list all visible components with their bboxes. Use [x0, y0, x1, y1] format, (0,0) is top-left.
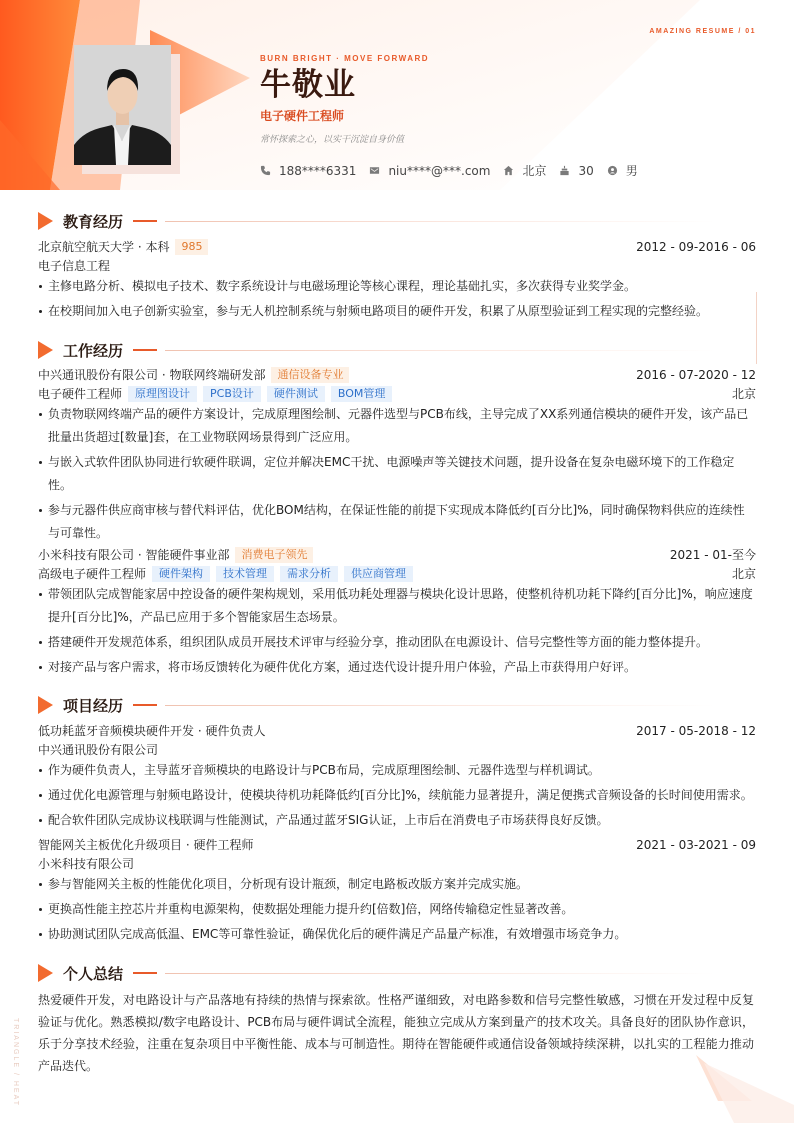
section-dash — [133, 704, 157, 706]
city: 北京 — [522, 164, 547, 178]
section-dash — [133, 220, 157, 222]
contact-bar — [260, 162, 651, 179]
section-line — [165, 973, 715, 974]
gender: 男 — [625, 164, 638, 178]
list-item: 搭建硬件开发规范体系，组织团队成员开展技术评审与经验分享，推动团队在电源设计、信号完整性等方面的能力整体提升。 — [38, 631, 756, 654]
work-entry — [38, 365, 756, 547]
section-summary-header — [38, 963, 756, 983]
contact-gender — [607, 162, 638, 179]
list-item: 与嵌入式软件团队协同进行软硬件联调，定位并解决EMC干扰、电源噪声等关键技术问题，提升设备在复杂电磁环境下的工作稳定性。 — [38, 451, 756, 497]
mail-icon — [369, 165, 380, 176]
contact-email — [369, 164, 490, 178]
list-item: 通过优化电源管理与射频电路设计，使模块待机功耗降低约[百分比]%，续航能力显著提升，满足便携式音频设备的长时间使用需求。 — [38, 784, 756, 807]
person-name: 牛敬业 — [260, 67, 356, 103]
home-icon — [503, 165, 514, 176]
job-title: 电子硬件工程师 — [260, 109, 345, 123]
list-item: 主修电路分析、模拟电子技术、数字系统设计与电磁场理论等核心课程，理论基础扎实，多次获得专业奖学金。 — [38, 275, 756, 298]
motto: 常怀探索之心，以实干沉淀自身价值 — [260, 135, 405, 145]
work-bullets — [38, 583, 756, 679]
section-title: 工作经历 — [63, 341, 124, 360]
work-bullets — [38, 403, 756, 545]
section-work-header — [38, 340, 756, 360]
list-item: 对接产品与客户需求，将市场反馈转化为硬件优化方案，通过迭代设计提升用户体验，产品上市获得用户好评。 — [38, 656, 756, 679]
list-item: 负责物联网终端产品的硬件方案设计，完成原理图绘制、元器件选型与PCB布线，主导完成了XX系列通信模块的硬件开发，该产品已批量出货超过[数量]套，在工业物联网场景得到广泛应用。 — [38, 403, 756, 449]
triangle-icon — [38, 341, 53, 359]
age: 30 — [578, 163, 594, 178]
project-name: 智能网关主板优化升级项目 · 硬件工程师 — [38, 838, 254, 852]
skill-tag: 技术管理 — [216, 566, 274, 582]
list-item: 在校期间加入电子创新实验室，参与无人机控制系统与射频电路项目的硬件开发，积累了从原型验证到工程实现的完整经验。 — [38, 300, 756, 323]
triangle-icon — [38, 696, 53, 714]
section-title: 个人总结 — [63, 964, 124, 983]
contact-age — [559, 164, 593, 178]
section-title: 项目经历 — [63, 696, 124, 715]
section-line — [165, 705, 715, 706]
company-name: 小米科技有限公司 · 智能硬件事业部 — [38, 548, 230, 562]
cake-icon — [559, 165, 570, 176]
contact-phone — [260, 164, 356, 178]
section-line — [165, 221, 715, 222]
list-item: 作为硬件负责人，主导蓝牙音频模块的电路设计与PCB布局，完成原理图绘制、元器件选型与样机调试。 — [38, 759, 756, 782]
avatar-photo — [74, 45, 171, 165]
triangle-icon — [38, 964, 53, 982]
resume-tag: AMAZING RESUME / 01 — [649, 28, 756, 35]
work-date: 2021 - 01-至今 — [669, 548, 756, 562]
education-entry — [38, 237, 756, 325]
work-entry — [38, 545, 756, 681]
summary-text: 热爱硬件开发，对电路设计与产品落地有持续的热情与探索欲。性格严谨细致，对电路参数和信号完整性敏感，习惯在开发过程中反复验证与优化。熟悉模拟/数字电路设计、PCB布局与硬件调试全流程，能独立完成从方案到量产的技术攻关。具备良好的团队协作意识，乐于分享技术经验，注重在复杂项目中平衡性能、成本与可制造性。期待在智能硬件或通信设备领域持续深耕，以扎实的工程能力推动产品迭代。 — [38, 993, 754, 1073]
side-watermark-text: TRIANGLE / HEAT — [12, 1018, 19, 1107]
list-item: 带领团队完成智能家居中控设备的硬件架构规划，采用低功耗处理器与模块化设计思路，使整机待机功耗下降约[百分比]%，响应速度提升[百分比]%，产品已应用于多个智能家居生态场景。 — [38, 583, 756, 629]
divider — [756, 292, 757, 364]
section-dash — [133, 972, 157, 974]
company-name: 中兴通讯股份有限公司 · 物联网终端研发部 — [38, 368, 266, 382]
skill-tag: BOM管理 — [331, 386, 393, 402]
list-item: 配合软件团队完成协议栈联调与性能测试，产品通过蓝牙SIG认证，上市后在消费电子市场获得良好反馈。 — [38, 809, 756, 832]
section-title: 教育经历 — [63, 212, 124, 231]
project-date: 2021 - 03-2021 - 09 — [636, 837, 756, 852]
school-name: 北京航空航天大学 · 本科 — [38, 240, 170, 254]
company-badge: 消费电子领先 — [235, 547, 313, 563]
tagline: BURN BRIGHT · MOVE FORWARD — [260, 54, 430, 63]
header-info — [260, 54, 429, 145]
section-dash — [133, 349, 157, 351]
work-date: 2016 - 07-2020 - 12 — [636, 367, 756, 382]
skill-tag: 供应商管理 — [344, 566, 413, 582]
triangle-icon — [38, 212, 53, 230]
skill-tag: 需求分析 — [280, 566, 338, 582]
section-projects-header — [38, 695, 756, 715]
company-badge: 通信设备专业 — [271, 367, 349, 383]
education-bullets — [38, 275, 756, 323]
project-entry — [38, 721, 756, 834]
school-badge: 985 — [175, 239, 208, 255]
skill-tag: 原理图设计 — [128, 386, 197, 402]
position-title: 电子硬件工程师 — [38, 387, 123, 401]
contact-city — [503, 162, 546, 179]
section-line — [165, 350, 715, 351]
user-icon — [607, 165, 618, 176]
list-item: 更换高性能主控芯片并重构电源架构，使数据处理能力提升约[倍数]倍，网络传输稳定性显著改善。 — [38, 898, 756, 921]
section-education-header — [38, 211, 756, 231]
work-city: 北京 — [731, 387, 756, 401]
education-date: 2012 - 09-2016 - 06 — [636, 239, 756, 254]
project-org: 中兴通讯股份有限公司 — [38, 743, 159, 757]
phone-number: 188****6331 — [279, 163, 357, 178]
project-date: 2017 - 05-2018 - 12 — [636, 723, 756, 738]
position-title: 高级电子硬件工程师 — [38, 567, 147, 581]
skill-tag: PCB设计 — [203, 386, 261, 402]
list-item: 协助测试团队完成高低温、EMC等可靠性验证，确保优化后的硬件满足产品量产标准，有效增强市场竞争力。 — [38, 923, 756, 946]
list-item: 参与元器件供应商审核与替代料评估，优化BOM结构，在保证性能的前提下实现成本降低约[百分比]%，同时确保物料供应的连续性与可靠性。 — [38, 499, 756, 545]
skill-tag: 硬件架构 — [152, 566, 210, 582]
work-city: 北京 — [731, 567, 756, 581]
project-name: 低功耗蓝牙音频模块硬件开发 · 硬件负责人 — [38, 724, 266, 738]
major: 电子信息工程 — [38, 259, 111, 273]
skill-tag: 硬件测试 — [267, 386, 325, 402]
project-org: 小米科技有限公司 — [38, 857, 135, 871]
email-address: niu****@***.com — [388, 163, 491, 178]
project-bullets — [38, 873, 756, 946]
phone-icon — [260, 165, 271, 176]
project-entry — [38, 835, 756, 948]
project-bullets — [38, 759, 756, 832]
list-item: 参与智能网关主板的性能优化项目，分析现有设计瓶颈，制定电路板改版方案并完成实施。 — [38, 873, 756, 896]
